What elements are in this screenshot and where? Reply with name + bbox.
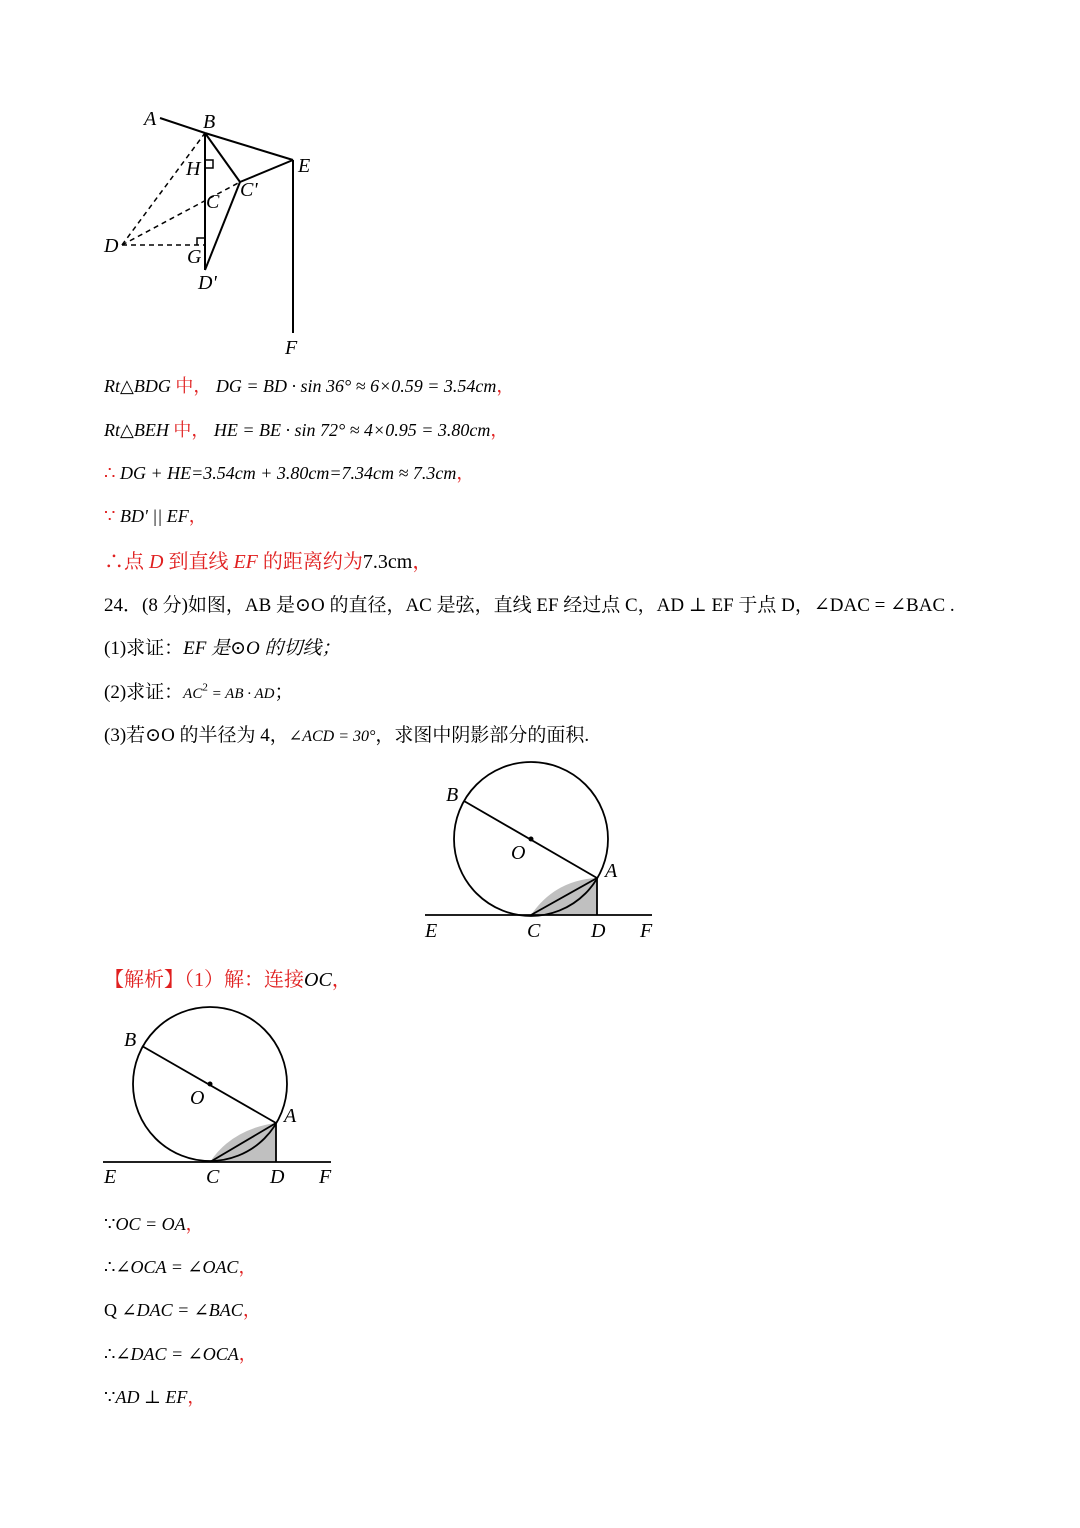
solution-line-5: ∴点 D 到直线 EF 的距离约为7.3cm， — [104, 551, 433, 573]
fig1-label-E: E — [298, 155, 311, 177]
fig2-label-C: C — [527, 920, 541, 942]
fig2-label-A: A — [605, 860, 618, 882]
proof-step-5: ∵AD ⊥ EF， — [104, 1387, 206, 1407]
proof-step-3: Q ∠DAC = ∠BAC， — [104, 1300, 261, 1320]
proof-step-2: ∴∠OCA = ∠OAC， — [104, 1257, 257, 1277]
fig3-label-F: F — [319, 1166, 332, 1188]
fig3-label-E: E — [104, 1166, 117, 1188]
proof-step-4: ∴∠DAC = ∠OCA， — [104, 1344, 257, 1364]
fig1-label-A: A — [144, 108, 157, 130]
question-part-2: (2)求证：$AC^2$ = AB · AD； — [104, 681, 294, 703]
fig2-label-D: D — [591, 920, 606, 942]
question-part-3: (3)若⊙O 的半径为 4，∠ACD = 30°，求图中阴影部分的面积. — [104, 725, 590, 746]
fig2-label-O: O — [511, 842, 526, 864]
solution-line-2: Rt△BEH 中， HE = BE · sin 72° ≈ 4×0.95 = 3.80cm， — [104, 420, 509, 440]
fig1-label-B: B — [203, 111, 216, 133]
fig3-label-A: A — [284, 1105, 297, 1127]
fig1-label-H: H — [186, 158, 201, 180]
fig3-label-C: C — [206, 1166, 220, 1188]
proof-step-1: ∵OC = OA， — [104, 1214, 204, 1234]
fig1-label-G: G — [187, 246, 202, 268]
question-part-1: (1)求证：EF 是⊙O 的切线； — [104, 638, 341, 659]
fig3-label-D: D — [270, 1166, 285, 1188]
fig1-label-Cp: C' — [240, 179, 258, 201]
figure-3-circle-tangent — [98, 1002, 338, 1192]
analysis-heading: 【解析】（1）解：连接OC， — [104, 969, 352, 991]
fig1-label-D: D — [104, 235, 119, 257]
question-24-stem: 24．(8 分)如图，AB 是⊙O 的直径，AC 是弦，直线 EF 经过点 C，AD ⊥ EF 于点 D，∠DAC = ∠BAC . — [104, 595, 955, 616]
fig1-label-F: F — [285, 337, 298, 359]
fig3-label-B: B — [124, 1029, 137, 1051]
fig2-label-E: E — [425, 920, 438, 942]
fig2-label-F: F — [640, 920, 653, 942]
solution-line-3: ∴ DG + HE=3.54cm + 3.80cm=7.34cm ≈ 7.3cm， — [104, 463, 475, 483]
solution-line-4: ∵ BD' || EF， — [104, 506, 207, 526]
figure-1-geometry — [95, 100, 335, 362]
fig2-label-B: B — [446, 784, 459, 806]
figure-2-circle-tangent — [420, 755, 660, 945]
fig1-label-Dp: D' — [198, 272, 217, 294]
fig1-label-C: C — [206, 191, 220, 213]
fig3-label-O: O — [190, 1087, 205, 1109]
solution-line-1: Rt△BDG 中， DG = BD · sin 36° ≈ 6×0.59 = 3.54cm， — [104, 376, 515, 396]
